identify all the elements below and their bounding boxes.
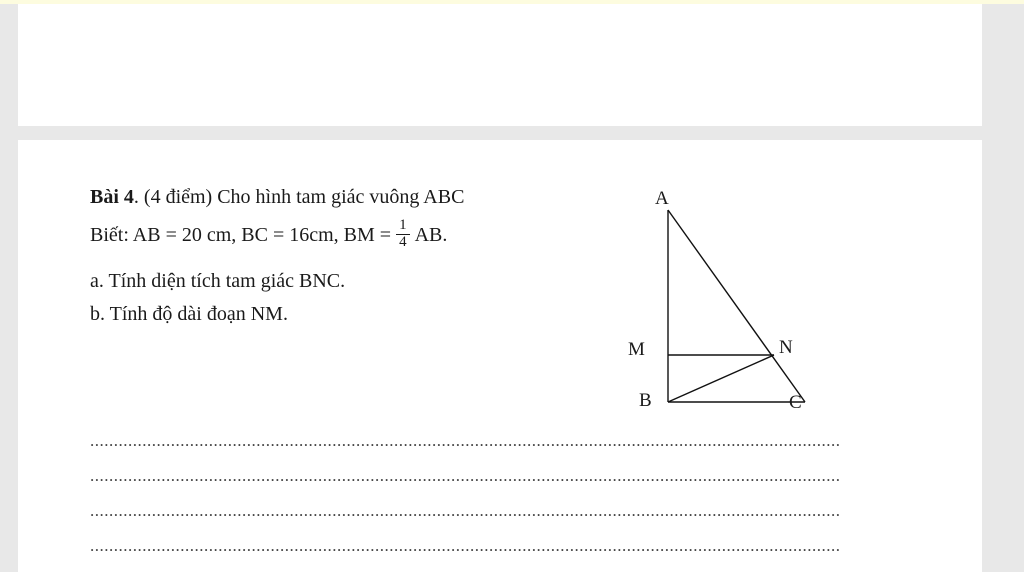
- given-suffix: AB.: [414, 223, 448, 246]
- answer-line: ..............................................................................................................................................................: [90, 431, 841, 450]
- geometry-figure: [593, 180, 863, 430]
- point-label-m: M: [628, 339, 645, 360]
- answer-lines: [90, 423, 912, 563]
- page-content: [18, 140, 982, 572]
- answer-line: ..............................................................................................................................................................: [90, 536, 841, 555]
- exercise-title: [90, 182, 560, 213]
- point-label-n: N: [779, 337, 793, 358]
- fraction-denominator: 4: [399, 233, 407, 250]
- exercise-given: [90, 219, 560, 252]
- question-a: a. Tính diện tích tam giác BNC.: [90, 269, 346, 292]
- fraction-one-quarter: [396, 218, 410, 251]
- answer-line: ..............................................................................................................................................................: [90, 466, 841, 485]
- document-page: [18, 140, 982, 572]
- question-b: b. Tính độ dài đoạn NM.: [90, 302, 288, 325]
- given-prefix: Biết: AB = 20 cm, BC = 16cm, BM =: [90, 223, 392, 246]
- vertex-label-a: A: [655, 188, 669, 209]
- triangle-diagram-svg: [593, 180, 863, 430]
- vertex-label-c: C: [789, 392, 802, 413]
- fraction-numerator: 1: [399, 217, 407, 233]
- exercise-title-rest: . (4 điểm) Cho hình tam giác vuông ABC: [133, 186, 465, 208]
- exercise-text-block: [90, 182, 560, 330]
- previous-page-fragment: [18, 4, 982, 126]
- vertex-label-b: B: [639, 390, 652, 411]
- exercise-number: Bài 4: [90, 186, 134, 208]
- answer-line: ..............................................................................................................................................................: [90, 501, 841, 520]
